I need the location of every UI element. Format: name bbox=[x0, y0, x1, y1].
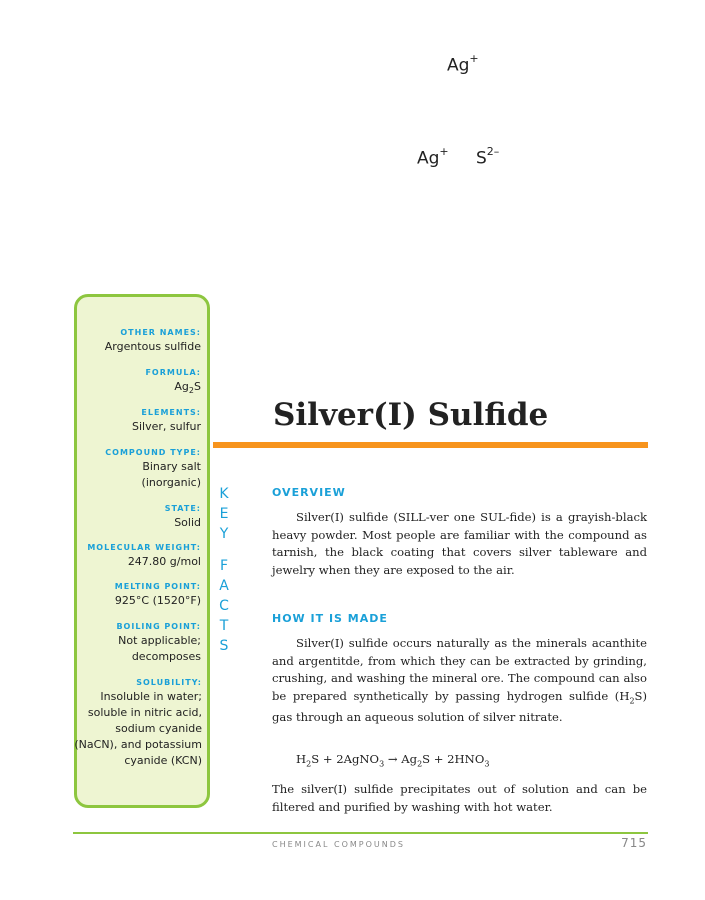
vertical-letter: T bbox=[219, 618, 229, 634]
silver-ion-top: Ag+ bbox=[447, 52, 479, 76]
overview-heading: OVERVIEW bbox=[272, 486, 346, 499]
kf-elements: ELEMENTS: Silver, sulfur bbox=[131, 408, 201, 433]
kf-boiling-point: BOILING POINT: Not applicable; decomposes bbox=[116, 622, 201, 663]
vertical-letter: Y bbox=[219, 526, 229, 542]
vertical-letter: E bbox=[219, 506, 229, 522]
silver-ion-bottom: Ag+ bbox=[417, 145, 449, 169]
kf-compound-type: COMPOUND TYPE: Binary salt (inorganic) bbox=[105, 448, 201, 489]
vertical-letter: S bbox=[219, 638, 229, 654]
sulfide-ion: $S^{2-}$ bbox=[476, 145, 500, 169]
title-rule bbox=[213, 442, 648, 448]
chemical-equation: $H_2S$ + 2AgNO$_3$ → $Ag_2S + 2HNO_3$ bbox=[296, 752, 490, 769]
overview-paragraph: Silver(I) sulfide (SILL-ver one SUL-fide) is a grayish-black heavy powder. Most people are familiar with the compound as tarnish, the black coating that covers silver tableware and jewelry when they are exposed to the air. bbox=[272, 510, 647, 577]
key-facts-vertical-heading bbox=[216, 484, 232, 656]
vertical-letter: A bbox=[219, 578, 229, 594]
footer-rule bbox=[73, 832, 648, 834]
vertical-gap bbox=[216, 544, 232, 556]
kf-formula: FORMULA: $Ag_2S$ bbox=[145, 368, 201, 396]
key-facts-box bbox=[74, 294, 210, 808]
closing-paragraph: The silver(I) sulfide precipitates out of solution and can be filtered and purified by washing with hot water. bbox=[272, 782, 647, 814]
kf-solubility: SOLUBILITY: Insoluble in water; soluble in nitric acid, sodium cyanide (NaCN), and potassium cyanide (KCN) bbox=[74, 678, 202, 767]
vertical-letter: C bbox=[219, 598, 229, 614]
vertical-letter: F bbox=[219, 558, 229, 574]
page-number: 715 bbox=[621, 836, 647, 850]
kf-other-names: OTHER NAMES: Argentous sulfide bbox=[104, 328, 201, 353]
running-title: CHEMICAL COMPOUNDS bbox=[272, 840, 405, 849]
kf-state: STATE: Solid bbox=[164, 504, 201, 529]
vertical-letter: K bbox=[219, 486, 229, 502]
how-it-is-made-heading: HOW IT IS MADE bbox=[272, 612, 388, 625]
kf-melting-point: MELTING POINT: 925°C (1520°F) bbox=[114, 582, 201, 607]
kf-molecular-weight: MOLECULAR WEIGHT: 247.80 g/mol bbox=[87, 543, 201, 568]
page-title: Silver(I) Sulfide bbox=[273, 397, 549, 433]
how-it-is-made-paragraph: Silver(I) sulfide occurs naturally as the minerals acanthite and argentitde, from which they can be extracted by grinding, crushing, and washing the mineral ore. The compound can also be prepared synthetically by passing hydrogen sulfide $(H_2S)$ gas through an aqueous solution of silver nitrate. bbox=[272, 636, 647, 725]
